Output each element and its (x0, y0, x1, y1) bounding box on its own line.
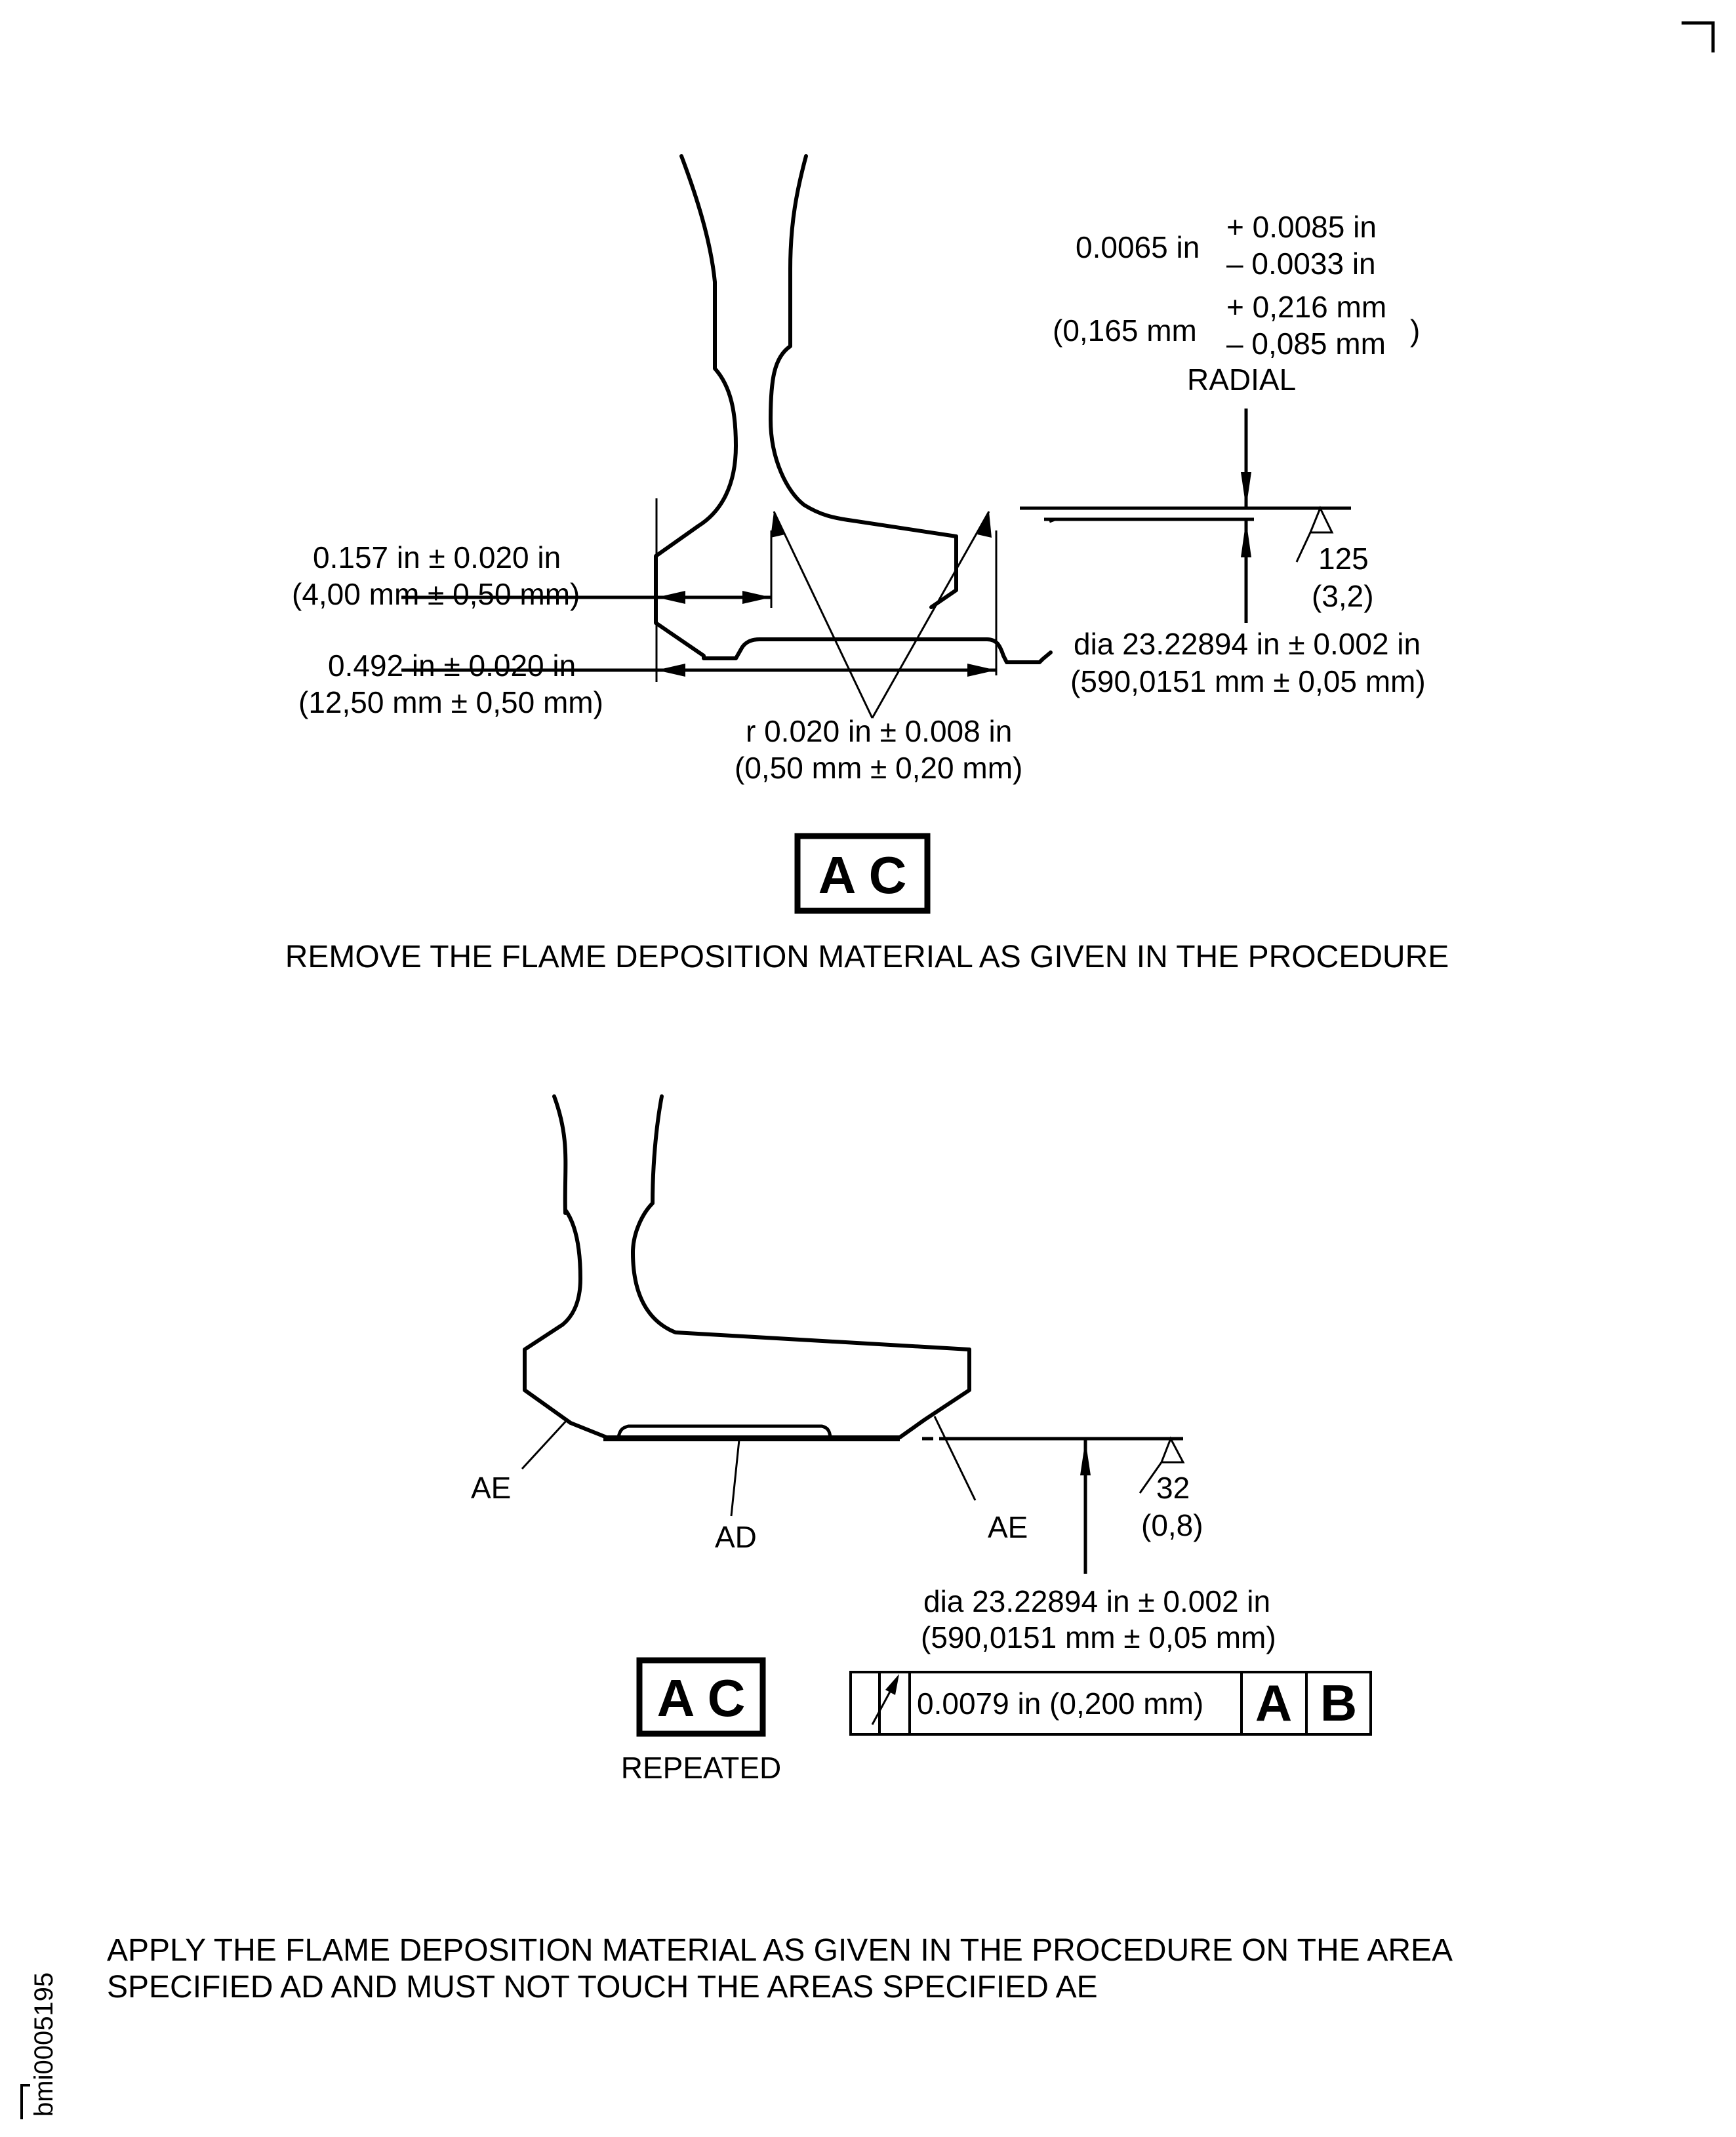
dim-0492-arrow-left (656, 664, 685, 677)
circular-runout-icon (872, 1674, 899, 1725)
upper-edge-tail (1049, 519, 1055, 521)
radius-leader-left (774, 511, 872, 718)
ae-right-leader (935, 1416, 975, 1500)
radial-close-paren: ) (1410, 313, 1421, 348)
feature-control-frame (851, 1672, 1371, 1734)
lower-part-profile-left (525, 1096, 969, 1437)
radial-plus-in: + 0.0085 in (1226, 210, 1377, 244)
instruction-upper: REMOVE THE FLAME DEPOSITION MATERIAL AS GIVEN IN THE PROCEDURE (285, 940, 1449, 974)
diameter-arrow-up (1241, 520, 1251, 557)
radial-label: RADIAL (1187, 363, 1297, 397)
instruction-lower-line-2: SPECIFIED AD AND MUST NOT TOUCH THE AREAS SPECIFIED AE (107, 1970, 1098, 2005)
radius-mm: (0,50 mm ± 0,20 mm) (735, 751, 1023, 785)
diameter-in-upper: dia 23.22894 in ± 0.002 in (1074, 627, 1421, 661)
figure-id (22, 1972, 58, 2119)
dim-0157-arrow-right (742, 591, 771, 604)
radial-minus-in: – 0.0033 in (1226, 247, 1376, 281)
surface-finish-value-upper: 125 (1318, 542, 1369, 576)
diameter-mm-lower: (590,0151 mm ± 0,05 mm) (921, 1620, 1276, 1654)
dim-0492-in: 0.492 in ± 0.020 in (328, 649, 576, 683)
figure-id-label: bmi0005195 (30, 1972, 58, 2117)
radius-arrow-left (771, 511, 785, 538)
radial-nominal-mm: (0,165 mm (1053, 313, 1197, 348)
dim-0157-in: 0.157 in ± 0.020 in (313, 540, 561, 574)
callout-ad: AD (715, 1520, 757, 1554)
ref-box-upper: A C (818, 846, 907, 904)
radius-in: r 0.020 in ± 0.008 in (746, 714, 1013, 748)
callout-ae-right: AE (988, 1510, 1028, 1544)
dim-0492-arrow-right (967, 664, 996, 677)
ref-box-lower: A C (656, 1669, 746, 1727)
ref-box-caption: REPEATED (620, 1751, 782, 1785)
radial-minus-mm: – 0,085 mm (1226, 327, 1386, 361)
ad-leader (731, 1440, 739, 1516)
radial-plus-mm: + 0,216 mm (1226, 290, 1387, 324)
callout-ae-left: AE (471, 1471, 512, 1505)
fcf-datum-a: A (1255, 1674, 1293, 1732)
diameter-arrow-up-lower (1080, 1440, 1091, 1475)
radial-nominal-in: 0.0065 in (1076, 230, 1200, 264)
diameter-mm-upper: (590,0151 mm ± 0,05 mm) (1070, 664, 1426, 698)
lower-part-profile-right (633, 1096, 969, 1349)
radius-leader-right (872, 511, 989, 718)
fcf-tolerance: 0.0079 in (0,200 mm) (917, 1687, 1204, 1721)
dim-0492-mm: (12,50 mm ± 0,50 mm) (298, 685, 603, 719)
surface-finish-metric-upper: (3,2) (1312, 579, 1374, 613)
dim-0157-mm: (4,00 mm ± 0,50 mm) (292, 577, 580, 611)
fcf-datum-b: B (1320, 1674, 1358, 1732)
surface-finish-value-lower: 32 (1156, 1471, 1190, 1505)
radial-arrow-down (1241, 472, 1251, 508)
surface-finish-metric-lower: (0,8) (1141, 1508, 1203, 1542)
dim-0157-arrow-left (656, 591, 685, 604)
upper-part-profile (656, 156, 1051, 662)
lower-view (107, 1096, 1453, 2005)
instruction-lower-line-1: APPLY THE FLAME DEPOSITION MATERIAL AS GIVEN IN THE PROCEDURE ON THE AREA (107, 1933, 1453, 1968)
ae-left-leader (522, 1420, 567, 1469)
radius-arrow-right (977, 511, 992, 538)
corner-crop-mark (1682, 23, 1713, 52)
diameter-in-lower: dia 23.22894 in ± 0.002 in (923, 1584, 1271, 1618)
upper-part-profile-right (771, 156, 956, 607)
upper-view (285, 156, 1449, 974)
